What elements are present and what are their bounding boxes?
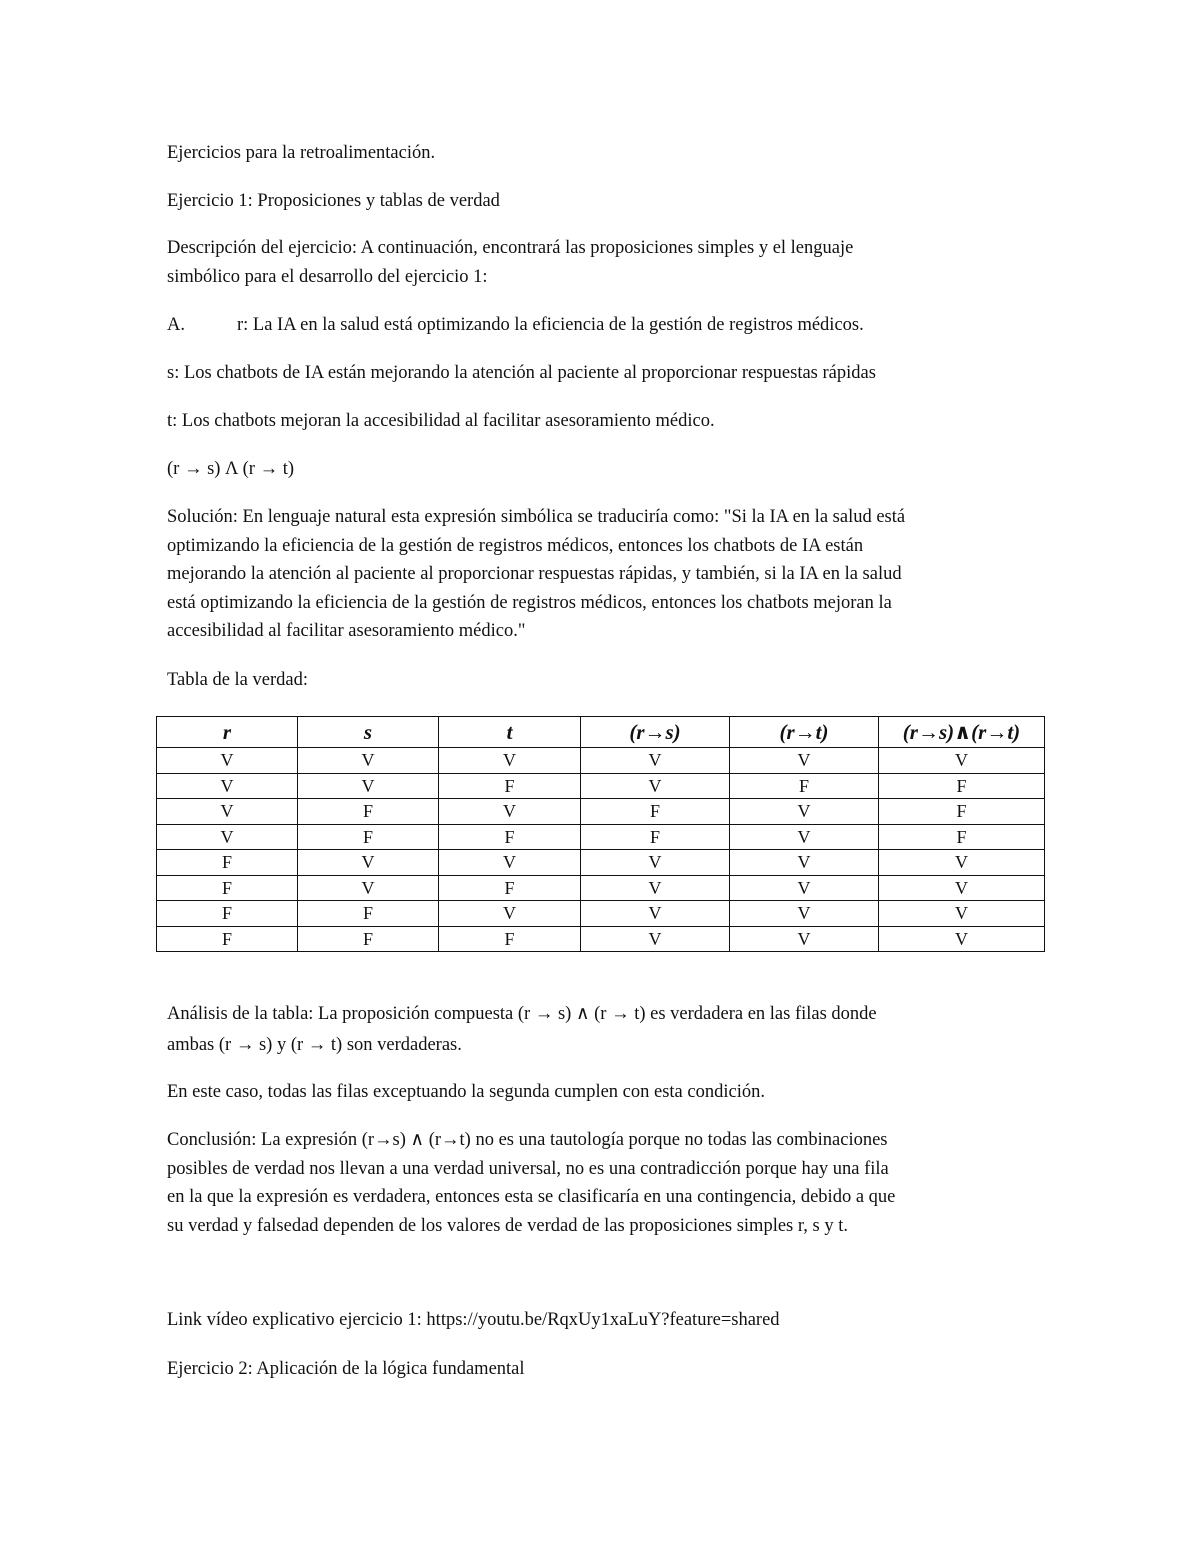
header-r-implies-s: (r→s) — [581, 717, 730, 748]
table-cell: V — [298, 773, 439, 799]
table-cell: F — [157, 850, 298, 876]
table-cell: V — [157, 824, 298, 850]
header-conjunction: (r→s)∧(r→t) — [879, 717, 1045, 748]
table-cell: V — [157, 799, 298, 825]
exercise2-title: Ejercicio 2: Aplicación de la lógica fundamental — [167, 1359, 525, 1379]
table-cell: V — [730, 799, 879, 825]
table-cell: V — [879, 748, 1045, 774]
header-r: r — [157, 717, 298, 748]
table-cell: V — [581, 875, 730, 901]
table-cell: V — [730, 748, 879, 774]
table-row — [157, 799, 1045, 825]
table-cell: F — [879, 799, 1045, 825]
conclusion-paragraph: Conclusión: La expresión (r→s) ∧ (r→t) no es una tautología porque no todas las combinaciones posibles de verdad nos llevan a una verdad universal, no es una contradicción porque hay una fila en la que la expresión es verdadera, entonces esta se clasificaría en una contingencia, debido a que su verdad y falsedad dependen de los valores de verdad de las proposiciones simples r, s y t. — [167, 1130, 896, 1236]
analysis-paragraph: Análisis de la tabla: La proposición compuesta (r → s) ∧ (r → t) es verdadera en las filas donde ambas (r → s) y (r → t) son verdaderas. — [167, 1004, 877, 1055]
table-cell: V — [730, 926, 879, 952]
table-cell: V — [730, 824, 879, 850]
table-row — [157, 901, 1045, 927]
table-row — [157, 875, 1045, 901]
table-row — [157, 926, 1045, 952]
exercise-description: Descripción del ejercicio: A continuación, encontrará las proposiciones simples y el lenguaje simbólico para el desarrollo del ejercicio 1: — [167, 238, 854, 287]
table-cell: V — [439, 748, 581, 774]
table-cell: F — [581, 799, 730, 825]
video-link[interactable]: Link vídeo explicativo ejercicio 1: https://youtu.be/RqxUy1xaLuY?feature=shared — [167, 1310, 780, 1330]
table-cell: V — [581, 926, 730, 952]
table-cell: V — [581, 748, 730, 774]
document-heading: Ejercicios para la retroalimentación. — [167, 143, 436, 163]
table-cell: V — [879, 901, 1045, 927]
header-r-implies-t: (r→t) — [730, 717, 879, 748]
table-cell: V — [157, 748, 298, 774]
proposition-t: t: Los chatbots mejoran la accesibilidad al facilitar asesoramiento médico. — [167, 411, 715, 431]
table-cell: V — [298, 850, 439, 876]
truth-table — [156, 716, 1045, 952]
table-cell: F — [298, 799, 439, 825]
table-cell: F — [879, 773, 1045, 799]
symbolic-expression: (r → s) Λ (r → t) — [167, 459, 294, 479]
proposition-s: s: Los chatbots de IA están mejorando la atención al paciente al proporcionar respuestas rápidas — [167, 363, 876, 383]
table-cell: F — [439, 773, 581, 799]
table-cell: F — [879, 824, 1045, 850]
table-cell: F — [439, 926, 581, 952]
table-cell: V — [439, 850, 581, 876]
table-row — [157, 824, 1045, 850]
header-s: s — [298, 717, 439, 748]
table-cell: V — [581, 773, 730, 799]
table-cell: F — [298, 926, 439, 952]
case-note: En este caso, todas las filas exceptuando la segunda cumplen con esta condición. — [167, 1082, 765, 1102]
proposition-r-text: r: La IA en la salud está optimizando la eficiencia de la gestión de registros médicos. — [237, 315, 864, 335]
table-title: Tabla de la verdad: — [167, 670, 308, 690]
table-row — [157, 748, 1045, 774]
table-cell: F — [439, 875, 581, 901]
proposition-r — [167, 311, 1047, 340]
table-cell: F — [439, 824, 581, 850]
table-cell: V — [581, 901, 730, 927]
video-link-paragraph[interactable] — [167, 1306, 1047, 1335]
header-t: t — [439, 717, 581, 748]
table-row — [157, 850, 1045, 876]
truth-table-header-row — [157, 717, 1045, 748]
table-cell: V — [730, 850, 879, 876]
table-cell: V — [730, 875, 879, 901]
table-cell: V — [879, 875, 1045, 901]
exercise1-title: Ejercicio 1: Proposiciones y tablas de verdad — [167, 191, 500, 211]
table-cell: V — [157, 773, 298, 799]
table-cell: F — [581, 824, 730, 850]
table-cell: V — [879, 850, 1045, 876]
table-cell: V — [298, 748, 439, 774]
solution-paragraph: Solución: En lenguaje natural esta expresión simbólica se traduciría como: "Si la IA en la salud está optimizando la eficiencia de la gestión de registros médicos, entonces los chatbots de IA están mejorando la atención al paciente al proporcionar respuestas rápidas, y también, si la IA en la salud está optimizando la eficiencia de la gestión de registros médicos, entonces los chatbots mejoran la accesibilidad al facilitar asesoramiento médico." — [167, 507, 906, 641]
table-cell: F — [298, 901, 439, 927]
table-cell: F — [157, 901, 298, 927]
table-cell: V — [730, 901, 879, 927]
table-cell: V — [581, 850, 730, 876]
list-marker: A. — [167, 315, 185, 335]
table-cell: V — [439, 901, 581, 927]
table-cell: F — [730, 773, 879, 799]
table-cell: V — [879, 926, 1045, 952]
table-cell: V — [298, 875, 439, 901]
table-cell: V — [439, 799, 581, 825]
table-row — [157, 773, 1045, 799]
table-cell: F — [157, 926, 298, 952]
table-cell: F — [157, 875, 298, 901]
table-cell: F — [298, 824, 439, 850]
